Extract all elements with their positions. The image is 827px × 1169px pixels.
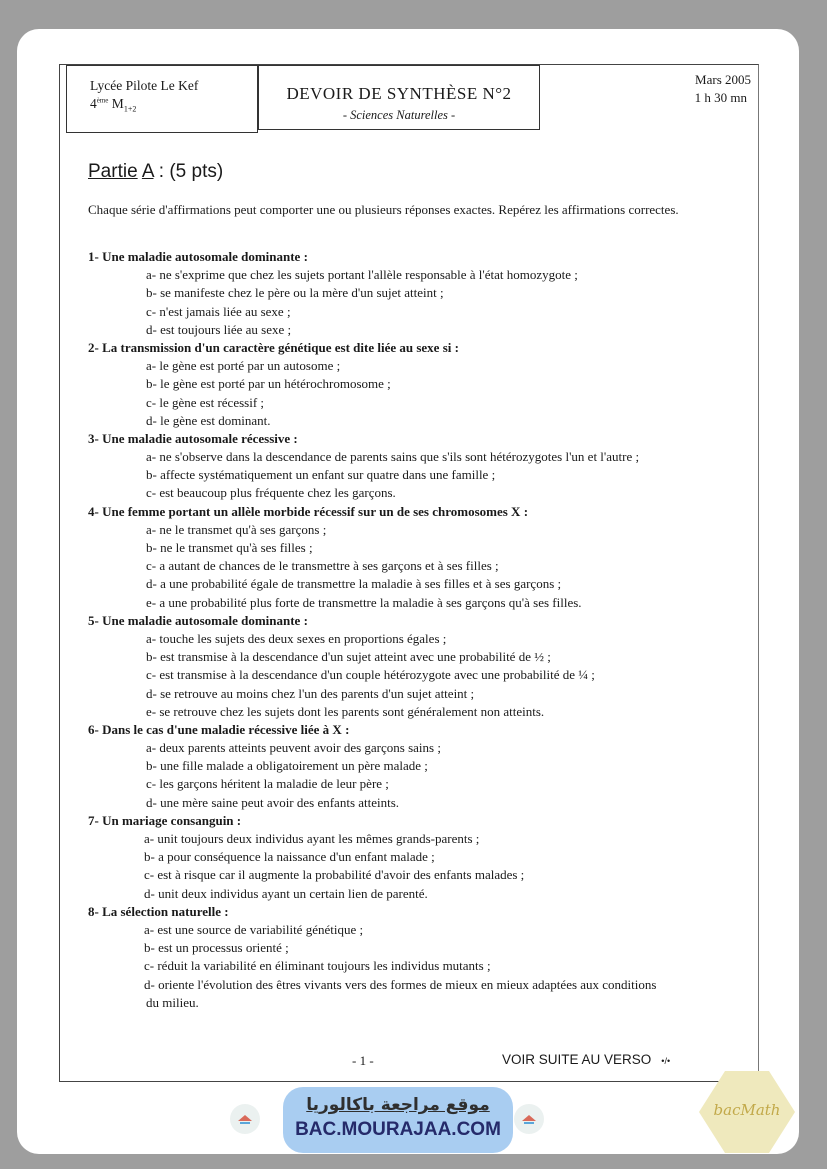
- site-logo-left-icon: [230, 1104, 260, 1134]
- answer-option: e- se retrouve chez les sujets dont les parents sont généralement non atteints.: [146, 703, 545, 719]
- exam-duration: 1 h 30 mn: [694, 90, 747, 105]
- answer-option: b- est un processus orienté ;: [144, 940, 289, 956]
- see-verso-note: VOIR SUITE AU VERSO •/•: [502, 1052, 671, 1067]
- school-name: Lycée Pilote Le Kef: [90, 78, 199, 93]
- answer-option: b- affecte systématiquement un enfant sur quatre dans une famille ;: [146, 467, 496, 483]
- answer-option: b- une fille malade a obligatoirement un père malade ;: [146, 758, 428, 774]
- site-banner[interactable]: [283, 1087, 513, 1153]
- answer-option: c- les garçons héritent la maladie de leur père ;: [146, 776, 389, 792]
- answer-option: d- une mère saine peut avoir des enfants atteints.: [146, 794, 400, 810]
- answer-option: b- a pour conséquence la naissance d'un enfant malade ;: [144, 849, 435, 865]
- question-list: [88, 248, 758, 1012]
- answer-option: a- unit toujours deux individus ayant les mêmes grands-parents ;: [144, 831, 480, 846]
- answer-option: d- se retrouve au moins chez l'un des parents d'un sujet atteint ;: [146, 685, 475, 701]
- answer-option: c- est transmise à la descendance d'un couple hétérozygote avec une probabilité de ¼ ;: [146, 667, 595, 683]
- part-a-title: Partie A : (5 pts): [88, 161, 224, 182]
- site-url[interactable]: BAC.MOURAJAA.COM: [295, 1119, 501, 1140]
- answer-option: c- réduit la variabilité en éliminant toujours les individus mutants ;: [144, 958, 491, 974]
- answer-continuation: du milieu.: [146, 994, 199, 1010]
- question-title: 1- Une maladie autosomale dominante :: [88, 249, 308, 264]
- page-number: - 1 -: [352, 1053, 374, 1068]
- answer-option: c- n'est jamais liée au sexe ;: [146, 303, 291, 319]
- class-label: 4ème $M_{1+2}$: [90, 96, 137, 114]
- answer-option: c- a autant de chances de le transmettre à ses garçons et à ses filles ;: [146, 558, 499, 574]
- answer-option: a- touche les sujets des deux sexes en proportions égales ;: [146, 630, 447, 646]
- answer-option: b- se manifeste chez le père ou la mère d'un sujet atteint ;: [146, 285, 444, 301]
- answer-option: b- est transmise à la descendance d'un sujet atteint avec une probabilité de ½ ;: [146, 649, 551, 665]
- answer-option: c- est à risque car il augmente la probabilité d'avoir des enfants malades ;: [144, 867, 525, 883]
- answer-option: d- est toujours liée au sexe ;: [146, 321, 292, 337]
- question-title: 5- Une maladie autosomale dominante :: [88, 612, 308, 628]
- answer-option: a- le gène est porté par un autosome ;: [146, 358, 341, 374]
- site-name-arabic: موقع مراجعة باكالوريا: [306, 1095, 490, 1115]
- exam-page: [17, 29, 799, 1154]
- site-logo-right-icon: [514, 1104, 544, 1134]
- question-title: 4- Une femme portant un allèle morbide récessif sur un de ses chromosomes X :: [88, 503, 529, 519]
- exam-subject: - Sciences Naturelles -: [342, 108, 456, 122]
- question-title: 2- La transmission d'un caractère génétique est dite liée au sexe si :: [88, 339, 459, 355]
- question-title: 7- Un mariage consanguin :: [88, 812, 242, 828]
- answer-option: d- unit deux individus ayant un certain lien de parenté.: [144, 885, 428, 901]
- question-title: 8- La sélection naturelle :: [88, 903, 229, 919]
- bacmath-logo-text: bacMath: [713, 1101, 781, 1119]
- answer-option: d- a une probabilité égale de transmettre la maladie à ses filles et à ses garçons ;: [146, 576, 562, 592]
- answer-option: c- le gène est récessif ;: [146, 394, 265, 410]
- answer-option: c- est beaucoup plus fréquente chez les garçons.: [146, 485, 396, 501]
- answer-option: a- ne s'exprime que chez les sujets portant l'allèle responsable à l'état homozygote ;: [146, 267, 578, 283]
- answer-option: a- ne s'observe dans la descendance de parents sains que s'ils sont hétérozygotes l'un et l'autre ;: [146, 449, 640, 465]
- answer-option: b- ne le transmet qu'à ses filles ;: [146, 540, 313, 555]
- answer-option: a- est une source de variabilité génétique ;: [144, 921, 364, 937]
- question-title: 6- Dans le cas d'une maladie récessive liée à X :: [88, 721, 350, 737]
- header-school-box: [66, 65, 258, 133]
- answer-option: a- ne le transmet qu'à ses garçons ;: [146, 521, 327, 537]
- bacmath-badge: [697, 1069, 797, 1155]
- exam-title: DEVOIR DE SYNTHÈSE N°2: [286, 84, 512, 103]
- answer-option: a- deux parents atteints peuvent avoir des garçons sains ;: [146, 740, 441, 756]
- header-title-box: [258, 65, 540, 130]
- answer-option: d- le gène est dominant.: [146, 412, 271, 428]
- exam-date: Mars 2005: [695, 72, 751, 87]
- question-title: 3- Une maladie autosomale récessive :: [88, 430, 298, 446]
- instructions: Chaque série d'affirmations peut comporter une ou plusieurs réponses exactes. Repérez les affirmations correctes.: [88, 202, 679, 217]
- answer-option: d- oriente l'évolution des êtres vivants vers des formes de mieux en mieux adaptées aux conditions: [144, 976, 657, 992]
- answer-option: b- le gène est porté par un hétérochromosome ;: [146, 376, 391, 392]
- header-date-box: [540, 65, 756, 131]
- answer-option: e- a une probabilité plus forte de transmettre la maladie à ses garçons qu'à ses filles.: [146, 594, 582, 610]
